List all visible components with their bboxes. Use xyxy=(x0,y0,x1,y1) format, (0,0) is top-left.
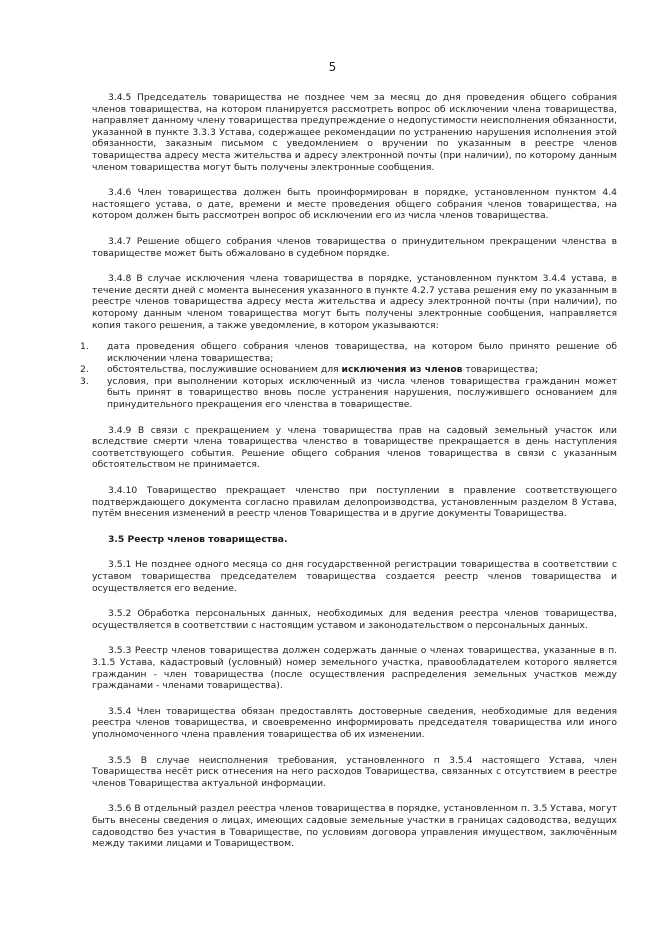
list-item-text: товарищества; xyxy=(462,364,539,376)
document-body xyxy=(80,92,617,864)
list-item xyxy=(80,341,617,364)
list-item-text: обстоятельства, послужившие основанием для xyxy=(107,364,342,376)
paragraph-3-5-3: 3.5.3 Реестр членов товарищества должен содержать данные о членах товарищества, указанные в п. 3.1.5 Устава, кадастровый (условный) номер земельного участка, правообладателем которого является гражданин - член товарищества (после осуществления распределения земельных участков между гражданами - членами товарищества). xyxy=(92,645,617,692)
list-item-number: 2. xyxy=(80,364,89,376)
list-item-bold-text: исключения из членов xyxy=(341,364,463,376)
paragraph-3-4-5: 3.4.5 Председатель товарищества не позднее чем за месяц до дня проведения общего собрания членов товарищества, на котором планируется рассмотреть вопрос об исключении члена товарищества, направляет данному члену товарищества предупреждение о недопустимости неисполнения обязанности, указанной в пункте 3.3.3 Устава, содержащее рекомендации по устранению нарушения исполнения этой обязанности, заказным письмом с уведомлением о вручении по указанным в реестре членов товарищества адресу места жительства и адресу электронной почты (при наличии), по которому данным членом товарищества могут быть получены электронные сообщения. xyxy=(92,92,617,173)
paragraph-3-5-4: 3.5.4 Член товарищества обязан предоставлять достоверные сведения, необходимые для ведения реестра членов товарищества, и своевременно информировать председателя товарищества или иного уполномоченного члена правления товарищества об их изменении. xyxy=(92,705,617,740)
section-title-3-5: 3.5 Реестр членов товарищества. xyxy=(108,533,288,545)
paragraph-3-5-5: 3.5.5 В случае неисполнения требования, установленного п 3.5.4 настоящего Устава, член Товарищества несёт риск отнесения на него расходов Товарищества, связанных с отсутствием в реестре членов Товарищества актуальной информации. xyxy=(92,754,617,789)
list-item-number: 1. xyxy=(80,341,89,353)
page-number: 5 xyxy=(328,60,337,74)
paragraph-3-5-1: 3.5.1 Не позднее одного месяца со дня государственной регистрации товарищества в соответствии с уставом товарищества председателем товарищества создается реестр членов товарищества и осуществляется его ведение. xyxy=(92,559,617,594)
paragraph-3-4-6: 3.4.6 Член товарищества должен быть проинформирован в порядке, установленном пунктом 4.4 настоящего устава, о дате, времени и месте проведения общего собрания членов товарищества, на котором должен быть рассмотрен вопрос об исключении его из числа членов товарищества. xyxy=(92,187,617,222)
paragraph-3-4-8: 3.4.8 В случае исключения члена товарищества в порядке, установленном пунктом 3.4.4 устава, в течение десяти дней с момента вынесения указанного в пункте 4.2.7 устава решения ему по указанным в реестре членов товарищества адресу места жительства и адресу электронной почты (при наличии), по которому данным членом товарищества могут быть получены электронные сообщения, направляется копия такого решения, а также уведомление, в котором указываются: xyxy=(92,273,617,331)
paragraph-3-4-10: 3.4.10 Товарищество прекращает членство при поступлении в правление соответствующего подтверждающего документа согласно правилам делопроизводства, установленным разделом 8 Устава, путём внесения изменений в реестр членов Товарищества и в другие документы Товарищества. xyxy=(92,485,617,520)
paragraph-3-5-2: 3.5.2 Обработка персональных данных, необходимых для ведения реестра членов товарищества, осуществляется в соответствии с настоящим уставом и законодательством о персональных данных. xyxy=(92,608,617,631)
paragraph-3-5-6: 3.5.6 В отдельный раздел реестра членов товарищества в порядке, установленном п. 3.5 Устава, могут быть внесены сведения о лицах, имеющих садовые земельные участки в границах садоводства, ведущих садоводство без участия в Товариществе, по условиям договора управления имуществом, заключённым между такими лицами и Товариществом. xyxy=(92,803,617,850)
paragraph-3-4-9: 3.4.9 В связи с прекращением у члена товарищества прав на садовый земельный участок или вследствие смерти члена товарищества членство в товариществе прекращается в день наступления соответствующего события. Решение общего собрания членов товарищества в связи с указанным обстоятельством не принимается. xyxy=(92,424,617,471)
list-item xyxy=(80,364,617,376)
list-item xyxy=(80,375,617,411)
list-item-number: 3. xyxy=(80,375,89,387)
list-item-text: дата проведения общего собрания членов товарищества, на котором было принято решение об исключении члена товарищества; xyxy=(107,341,617,364)
notification-contents-list xyxy=(80,341,617,411)
list-item-text: условия, при выполнении которых исключенный из числа членов товарищества гражданин может быть принят в товарищество вновь после устранения нарушения, послужившего основанием для принудительного прекращения его членства в товариществе. xyxy=(107,375,617,411)
paragraph-3-4-7: 3.4.7 Решение общего собрания членов товарищества о принудительном прекращении членства в товариществе может быть обжаловано в судебном порядке. xyxy=(92,235,617,259)
